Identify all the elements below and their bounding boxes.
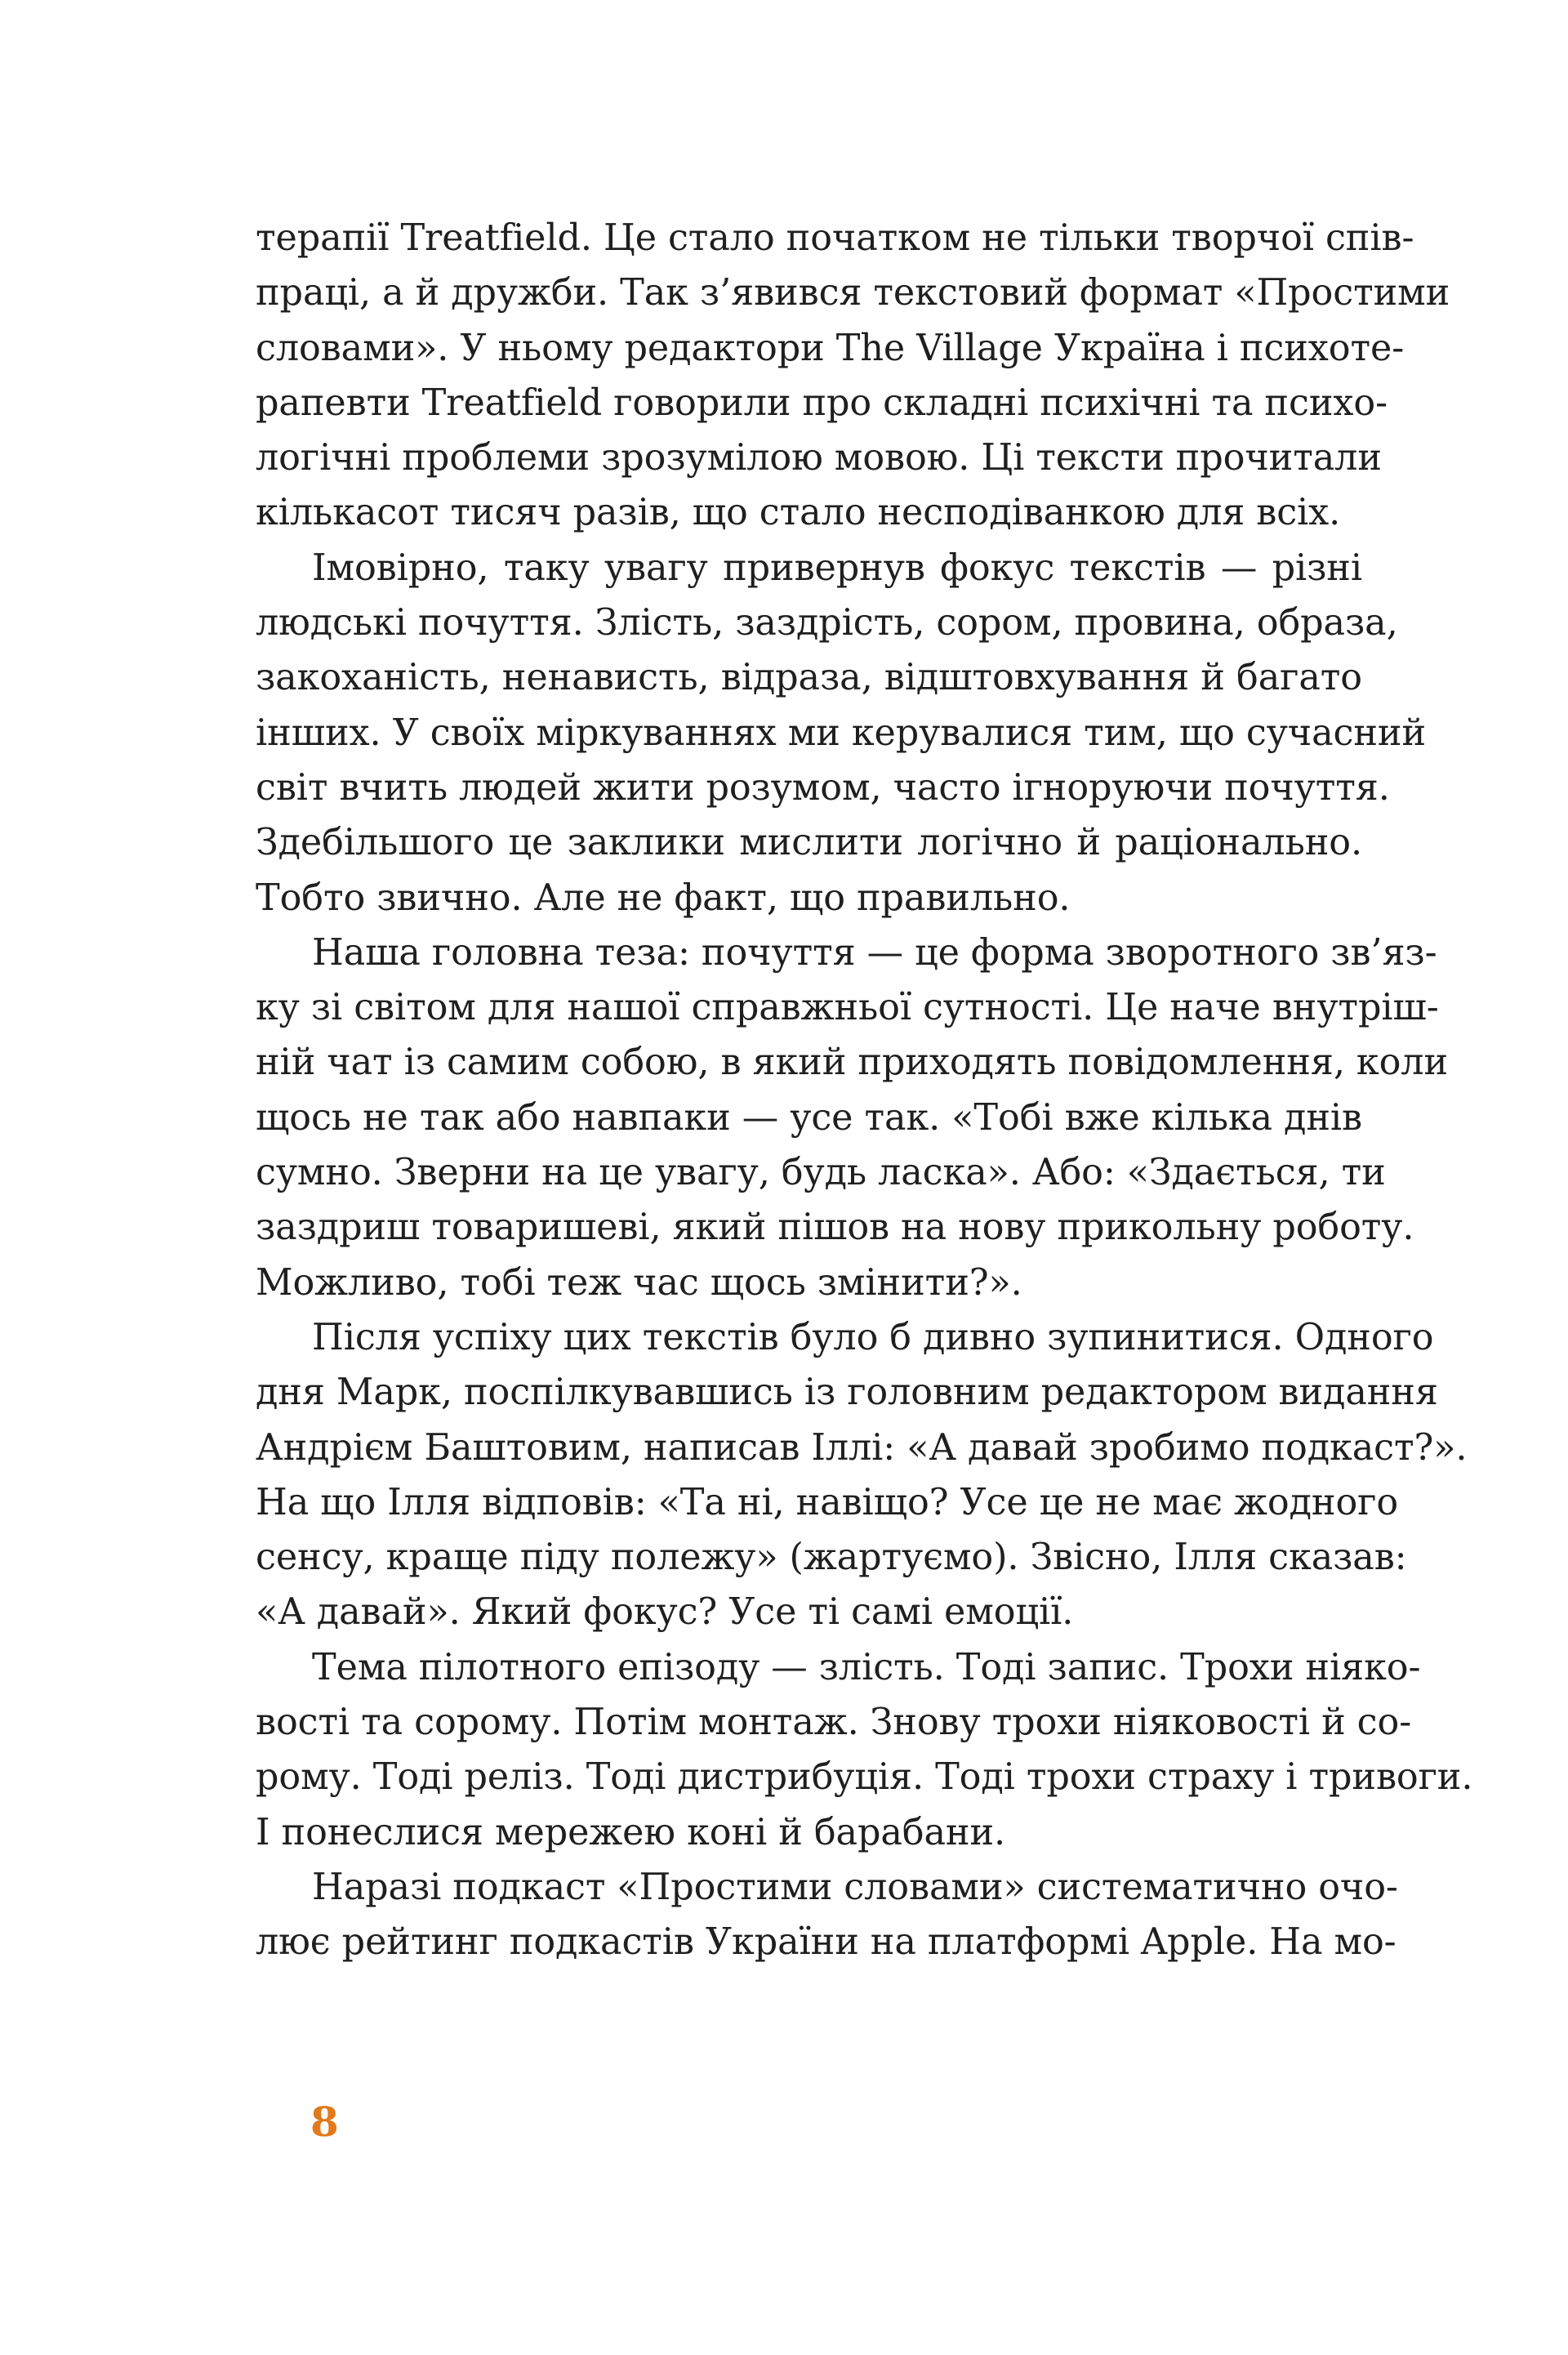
text-line: ку зі світом для нашої справжньої сутності. Це наче внутріш- (256, 987, 1439, 1029)
text-line: кількасот тисяч разів, що стало несподіванкою для всіх. (256, 492, 1341, 534)
paragraph-start-line: Після успіху цих текстів було б дивно зупинитися. Одного (312, 1316, 1434, 1358)
text-line: терапії Treatfield. Це стало початком не тільки творчої спів- (256, 217, 1414, 259)
text-line: рому. Тоді реліз. Тоді дистрибуція. Тоді трохи страху і тривоги. (256, 1756, 1473, 1799)
text-line: дня Марк, поспілкувавшись із головним редактором видання (256, 1372, 1438, 1414)
text-line: лює рейтинг подкастів України на платформі Apple. На мо- (256, 1921, 1396, 1964)
text-line: Можливо, тобі теж час щось змінити?». (256, 1261, 1022, 1304)
text-line: «А давай». Який фокус? Усе ті самі емоції. (256, 1591, 1074, 1634)
text-line: логічні проблеми зрозумілою мовою. Ці тексти прочитали (256, 437, 1382, 479)
text-line: закоханість, ненависть, відраза, відштовхування й багато (256, 657, 1362, 699)
text-line: словами». У ньому редактори The Village Україна і психоте- (256, 327, 1405, 369)
text-line: сумно. Зверни на це увагу, будь ласка». Або: «Здається, ти (256, 1152, 1386, 1194)
text-line: ній чат із самим собою, в який приходять повідомлення, коли (256, 1041, 1449, 1084)
text-line: людські почуття. Злість, заздрість, сором, провина, образа, (256, 602, 1398, 645)
text-line: Здебільшого це заклики мислити логічно й раціонально. (256, 822, 1362, 864)
text-line: заздриш товаришеві, який пішов на нову прикольну роботу. (256, 1206, 1414, 1249)
text-line: світ вчить людей жити розумом, часто ігноруючи почуття. (256, 766, 1390, 809)
text-line: рапевти Treatfield говорили про складні психічні та психо- (256, 381, 1388, 424)
text-line: вості та сорому. Потім монтаж. Знову трохи ніяковості й со- (256, 1702, 1412, 1744)
text-line: сенсу, краще піду полежу» (жартуємо). Звісно, Ілля сказав: (256, 1537, 1407, 1579)
text-line: На що Ілля відповів: «Та ні, навіщо? Усе це не має жодного (256, 1481, 1399, 1523)
text-line: Тобто звично. Але не факт, що правильно. (256, 876, 1071, 919)
paragraph-start-line: Імовірно, таку увагу привернув фокус текстів — різні (312, 546, 1362, 589)
text-line: інших. У своїх міркуваннях ми керувалися тим, що сучасний (256, 711, 1427, 754)
text-line: Андрієм Баштовим, написав Іллі: «А давай зробимо подкаст?». (256, 1426, 1468, 1469)
page-number: 8 (310, 2098, 339, 2146)
text-line: І понеслися мережею коні й барабани. (256, 1811, 1006, 1853)
paragraph-start-line: Наразі подкаст «Простими словами» систематично очо- (312, 1866, 1398, 1908)
body-text (256, 211, 1473, 1970)
paragraph-start-line: Тема пілотного епізоду — злість. Тоді запис. Трохи ніяко- (312, 1646, 1421, 1688)
text-line: праці, а й дружби. Так з’явився текстовий формат «Простими (256, 272, 1450, 314)
paragraph-start-line: Наша головна теза: почуття — це форма зворотного зв’яз- (312, 931, 1437, 974)
text-line: щось не так або навпаки — усе так. «Тобі вже кілька днів (256, 1096, 1362, 1139)
